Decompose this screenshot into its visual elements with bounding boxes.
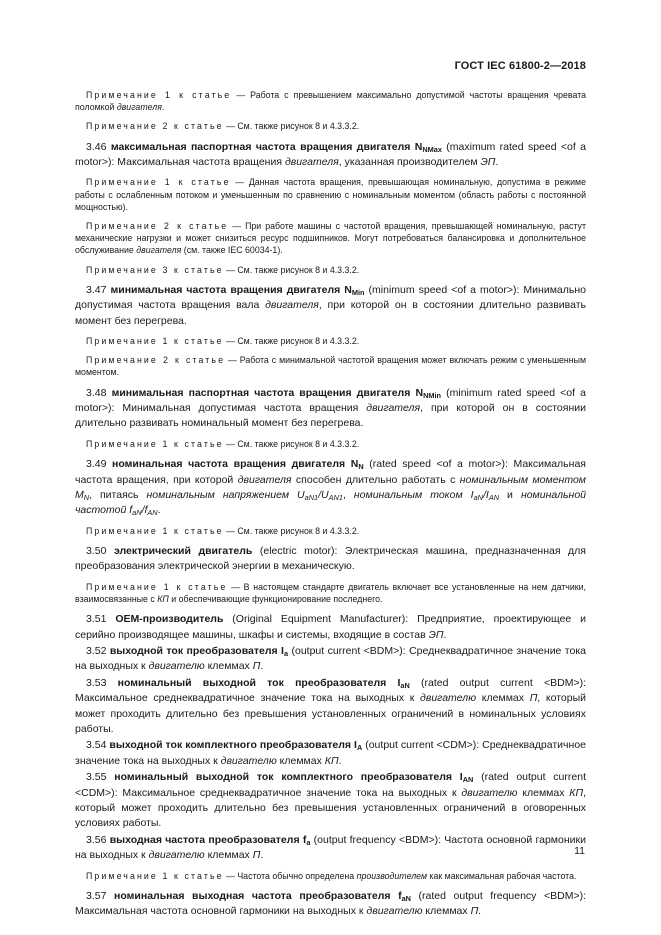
note-label: Примечание 1 к статье xyxy=(86,525,224,536)
note-label: Примечание 3 к статье xyxy=(86,264,224,275)
note-3-47-2: Примечание 2 к статье — Работа с минимальной частотой вращения может включать режим с уменьшенным моментом. xyxy=(75,355,586,378)
note-label: Примечание 2 к статье xyxy=(86,221,229,232)
note-3-46-2: Примечание 2 к статье — При работе машины с частотой вращения, превышающей номинальную, растут механические нагрузки и может снизиться ресурс подшипников. Могут потребоваться балансировка и дополнительное обслуживание двигателя (см. также IEC 60034-1). xyxy=(75,221,586,256)
term-3-48: 3.48 минимальная паспортная частота вращения двигателя $N_{NMin}$ (minimum rated speed <of a motor>): Минимальная допустимая частота вращения двигателя, при которой он в состоянии длительно развивать номинальный момент без перегрева. xyxy=(75,386,587,430)
term-3-53: 3.53 номинальный выходной ток преобразователя $I_{aN}$ (rated output current <BDM>): Максимальное среднеквадратичное значение тока на выходных к двигателю клеммах П, который может проходить длительно без превышения установленных ограничений в номинальных условиях работы. xyxy=(75,676,586,735)
note-3-56-1: Примечание 1 к статье — Частота обычно определена производителем как максимальная рабочая частота. xyxy=(86,870,577,881)
term-3-55: 3.55 номинальный выходной ток комплектного преобразователя $I_{AN}$ (rated output current <CDM>): Максимальное среднеквадратичное значение тока на выходных к двигателю клеммах КП, который может проходить длительно без превышения установленных ограничений в оговоренных условиях работы. xyxy=(75,771,586,830)
page-number: 11 xyxy=(574,845,585,857)
term-3-50: 3.50 электрический двигатель (electric motor): Электрическая машина, предназначенная для преобразования электрической энергии в механическую. xyxy=(75,544,586,573)
note-3-49-1: Примечание 1 к статье — См. также рисунок 8 и 4.3.3.2. xyxy=(86,525,360,536)
term-3-57: 3.57 номинальная выходная частота преобразователя $f_{aN}$ (rated output frequency <BDM>): Максимальная частота основной гармоники на выходных к двигателю клеммах П. xyxy=(75,889,587,918)
note-3-50-1: Примечание 1 к статье — В настоящем стандарте двигатель включает все установленные на нем датчики, взаимосвязанные с КП и обеспечивающие функционирование последнего. xyxy=(75,581,587,604)
note-3-46-3: Примечание 3 к статье — См. также рисунок 8 и 4.3.3.2. xyxy=(86,264,360,275)
note-3-46-1: Примечание 1 к статье — Данная частота вращения, превышающая номинальную, допустима в режиме работы с ослабленным потоком и уменьшенным по сравнению с номинальным моментом (область работы с постоянной мощностью). xyxy=(75,177,586,212)
note-3-45-1: Примечание 1 к статье — Работа с превышением максимально допустимой частоты вращения чревата поломкой двигателя. xyxy=(75,90,587,113)
note-label: Примечание 1 к статье xyxy=(86,438,224,449)
note-label: Примечание 2 к статье xyxy=(86,121,224,132)
term-3-56: 3.56 выходная частота преобразователя $f_a$ (output frequency <BDM>): Частота основной гармоники на выходных к двигателю клеммах П. xyxy=(75,833,586,862)
term-3-54: 3.54 выходной ток комплектного преобразователя $I_A$ (output current <CDM>): Среднеквадратичное значение тока на выходных к двигателю клеммах КП. xyxy=(75,739,587,767)
term-3-49: 3.49 номинальная частота вращения двигателя $N_N$ (rated speed <of a motor>): Максимальная частота вращения, при которой двигателя способен длительно работать с номинальным моментом $M_N$, питаясь номинальным напряжением $U_{aN1}/U_{AN1}$, номинальным током $I_{aN}/I_{AN}$ и номинальной частотой $f_{aN}/f_{AN}$. xyxy=(75,458,586,518)
note-3-48-1: Примечание 1 к статье — См. также рисунок 8 и 4.3.3.2. xyxy=(86,438,360,449)
note-label: Примечание 1 к статье xyxy=(86,90,232,100)
term-3-46: 3.46 максимальная паспортная частота вращения двигателя $N_{NMax}$ (maximum rated speed <of a motor>): Максимальная частота вращения двигателя, указанная производителем ЭП. xyxy=(75,140,587,169)
note-label: Примечание 1 к статье xyxy=(86,177,231,188)
note-label: Примечание 1 к статье xyxy=(86,870,224,881)
note-label: Примечание 1 к статье xyxy=(86,581,228,592)
page-header: ГОСТ IEC 61800-2—2018 xyxy=(454,60,586,72)
note-3-45-2: Примечание 2 к статье — См. также рисунок 8 и 4.3.3.2. xyxy=(86,121,360,132)
term-3-52: 3.52 выходной ток преобразователя $I_a$ (output current <BDM>): Среднеквадратичное значение тока на выходных к двигателю клеммах П. xyxy=(75,644,586,673)
term-3-47: 3.47 минимальная частота вращения двигателя $N_{Min}$ (minimum speed <of a motor>): Минимально допустимая частота вращения вала двигателя, при которой он в состоянии длительно развивать момент без перегрева. xyxy=(75,283,586,327)
note-label: Примечание 2 к статье xyxy=(86,355,226,366)
note-label: Примечание 1 к статье xyxy=(86,336,224,347)
note-3-47-1: Примечание 1 к статье — См. также рисунок 8 и 4.3.3.2. xyxy=(86,336,360,347)
term-3-51: 3.51 OEM-производитель (Original Equipment Manufacturer): Предприятие, проектирующее и серийно производящее машины, шкафы и системы, входящие в состав ЭП. xyxy=(75,613,586,641)
page-body xyxy=(75,89,586,926)
